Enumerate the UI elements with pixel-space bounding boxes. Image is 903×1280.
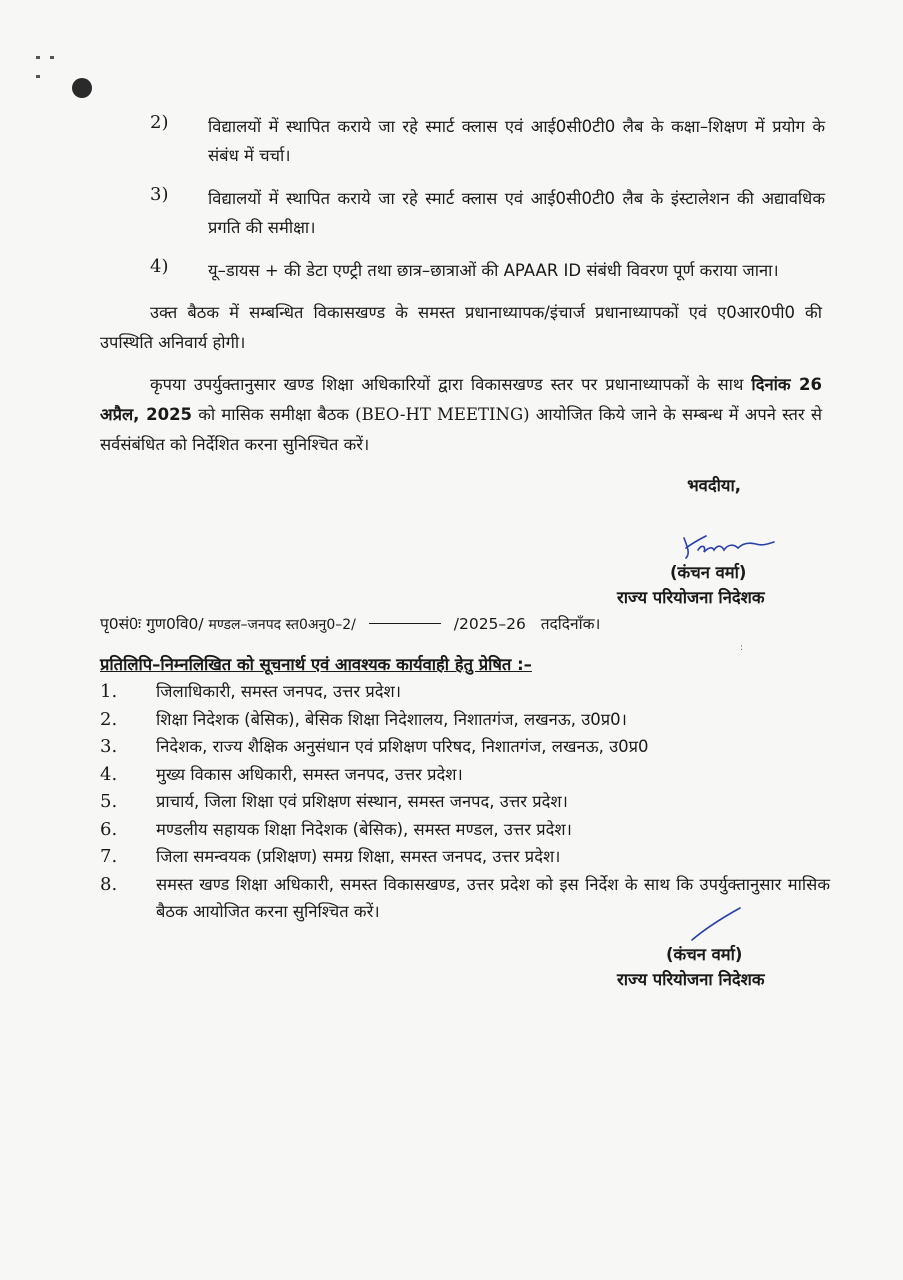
signatory-title: राज्य परियोजना निदेशक [617, 588, 765, 607]
reference-blank [369, 623, 441, 624]
list-text: जिलाधिकारी, समस्त जनपद, उत्तर प्रदेश। [156, 682, 402, 701]
list-item [100, 761, 830, 789]
attendance-paragraph [100, 298, 822, 358]
list-number: 1. [100, 681, 118, 702]
signature-stroke-icon [690, 906, 742, 942]
signatory-name: (कंचन वर्मा) [670, 563, 747, 582]
meeting-name: (BEO-HT MEETING) [355, 405, 530, 424]
agenda-list [150, 112, 825, 299]
agenda-number: 4) [150, 256, 169, 277]
agenda-text: विद्यालयों में स्थापित कराये जा रहे स्मार्ट क्लास एवं आई0सी0टी0 लैब के कक्षा–शिक्षण में प्रयोग के संबंध में चर्चा। [208, 117, 825, 165]
list-item [100, 678, 830, 706]
scan-mark [36, 44, 76, 48]
reference-number-line [100, 612, 830, 634]
list-number: 5. [100, 791, 118, 812]
list-text: समस्त खण्ड शिक्षा अधिकारी, समस्त विकासखण्ड, उत्तर प्रदेश को इस निर्देश के साथ कि उपर्युक्तानुसार मासिक बैठक आयोजित करना सुनिश्चित करें। [156, 874, 830, 921]
punch-hole-mark [72, 78, 92, 98]
agenda-text: यू–डायस + की डेटा एण्ट्री तथा छात्र–छात्राओं की APAAR ID संबंधी विवरण पूर्ण कराया जाना। [208, 261, 779, 280]
instruction-paragraph [100, 370, 822, 460]
agenda-item [150, 256, 825, 285]
list-item [100, 788, 830, 816]
copy-to-heading: प्रतिलिपि–निम्नलिखित को सूचनार्थ एवं आवश्यक कार्यवाही हेतु प्रेषित :– [100, 655, 532, 674]
signatory-title: राज्य परियोजना निदेशक [617, 970, 765, 989]
list-number: 2. [100, 708, 118, 730]
list-text: शिक्षा निदेशक (बेसिक), बेसिक शिक्षा निदेशालय, निशातगंज, लखनऊ, उ0प्र0। [156, 709, 627, 729]
attendance-text: उक्त बैठक में सम्बन्धित विकासखण्ड के समस्त प्रधानाध्यापक/इंचार्ज प्रधानाध्यापकों एवं ए0आर0पी0 की उपस्थिति अनिवार्य होगी। [100, 303, 822, 352]
agenda-item [150, 184, 825, 242]
closing-salutation: भवदीया, [687, 476, 741, 495]
list-text: मण्डलीय सहायक शिक्षा निदेशक (बेसिक), समस्त मण्डल, उत्तर प्रदेश। [156, 819, 572, 839]
instruction-text-1: कृपया उपर्युक्तानुसार खण्ड शिक्षा अधिकारियों द्वारा विकासखण्ड स्तर पर प्रधानाध्यापकों के साथ [150, 375, 744, 394]
reference-year: /2025–26 [453, 615, 526, 633]
list-text: निदेशक, राज्य शैक्षिक अनुसंधान एवं प्रशिक्षण परिषद, निशातगंज, लखनऊ, उ0प्र0 [156, 737, 649, 756]
list-text: मुख्य विकास अधिकारी, समस्त जनपद, उत्तर प्रदेश। [156, 764, 463, 784]
meeting-date: दिनांक 26 अप्रैल, 2025 [100, 375, 822, 424]
list-item [100, 816, 830, 844]
list-item [100, 706, 830, 734]
agenda-text: विद्यालयों में स्थापित कराये जा रहे स्मार्ट क्लास एवं आई0सी0टी0 लैब के इंस्टालेशन की अद्यावधिक प्रगति की समीक्षा। [208, 189, 825, 237]
list-number: 3. [100, 736, 118, 757]
reference-office: मण्डल–जनपद स्त0अनु0–2/ [208, 617, 356, 633]
list-item [100, 733, 830, 761]
list-number: 4. [100, 763, 118, 785]
instruction-text-2: को मासिक समीक्षा बैठक [198, 405, 349, 424]
list-number: 8. [100, 873, 118, 895]
signatory-name: (कंचन वर्मा) [666, 945, 743, 964]
copy-to-list [100, 678, 830, 926]
instruction-text-3: आयोजित किये जाने के सम्बन्ध में अपने स्तर से सर्वसंबंधित को निर्देशित करना सुनिश्चित करें। [100, 405, 822, 454]
list-number: 7. [100, 846, 118, 867]
reference-prefix: पृ0सं0ः गुण0वि0/ [100, 615, 204, 633]
agenda-item [150, 112, 825, 170]
list-number: 6. [100, 818, 118, 840]
scan-speck: : [740, 643, 744, 653]
agenda-number: 3) [150, 184, 169, 205]
list-item [100, 843, 830, 871]
list-text: जिला समन्वयक (प्रशिक्षण) समग्र शिक्षा, समस्त जनपद, उत्तर प्रदेश। [156, 847, 561, 866]
reference-dated: तददिनाँक। [540, 615, 601, 633]
list-text: प्राचार्य, जिला शिक्षा एवं प्रशिक्षण संस्थान, समस्त जनपद, उत्तर प्रदेश। [156, 792, 568, 811]
agenda-number: 2) [150, 112, 169, 133]
